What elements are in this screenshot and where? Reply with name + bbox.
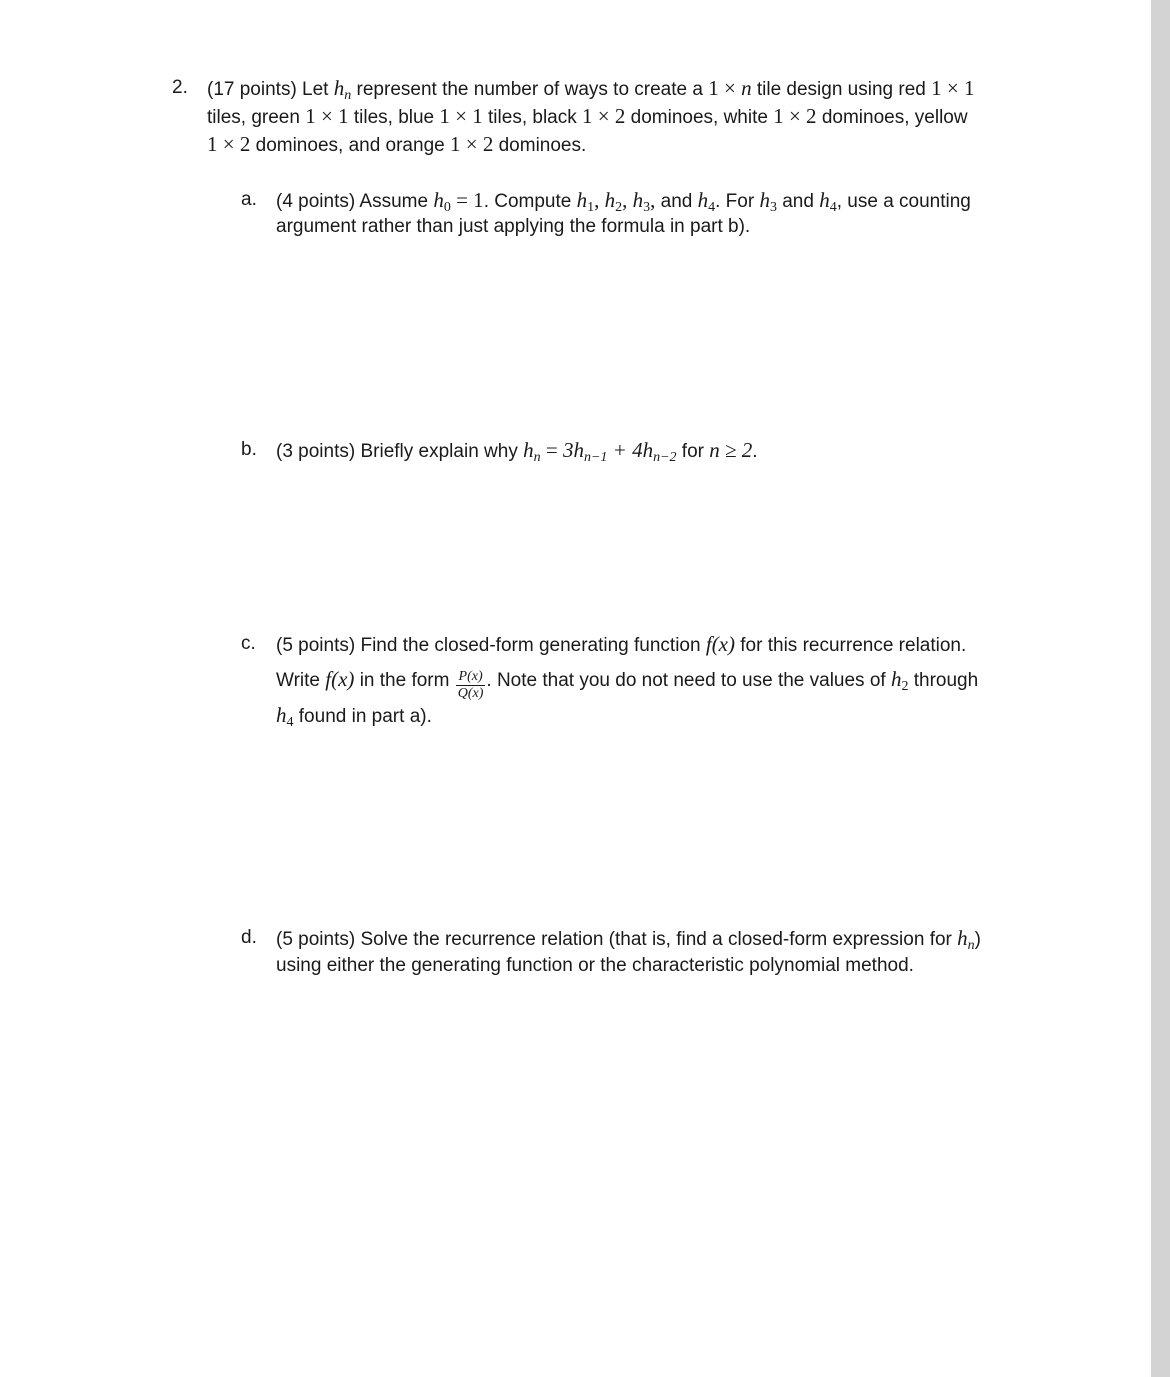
math-sub-n: n <box>533 450 541 465</box>
math-eq-1: = 1 <box>450 188 484 212</box>
text: and <box>660 191 698 212</box>
part-d-line-1 <box>276 924 981 954</box>
text: . For <box>715 191 760 212</box>
math-sub: 4 <box>708 200 716 215</box>
math-sub: 3 <box>643 200 651 215</box>
math-sub-n-1: n−1 <box>583 450 608 465</box>
part-c-line-2 <box>276 665 978 702</box>
text: dominoes, white <box>625 107 774 128</box>
text: and <box>776 191 820 212</box>
text: dominoes, and orange <box>250 135 450 156</box>
text: found in part a). <box>293 706 432 727</box>
text: (5 points) Solve the recurrence relation (that is, find a closed-form expression for <box>276 929 958 950</box>
math-h: h <box>957 926 968 950</box>
math-h: h <box>697 188 709 212</box>
math-1x1: 1 × 1 <box>439 104 483 128</box>
text: . Note that you do not need to use the values of <box>486 670 891 691</box>
math-f: f <box>325 667 332 691</box>
text: (3 points) Briefly explain why <box>276 441 524 462</box>
text: for this recurrence relation. <box>735 635 967 656</box>
part-a-line-1 <box>276 186 971 216</box>
math-comma: , <box>622 188 633 212</box>
text: . <box>752 441 758 462</box>
math-1x2: 1 × 2 <box>582 104 626 128</box>
math-1x2: 1 × 2 <box>449 132 494 156</box>
text: ) <box>974 929 981 950</box>
math-x-paren: (x) <box>711 632 735 656</box>
text: tile design using red <box>751 79 932 100</box>
math-plus-4h: + 4h <box>607 438 654 462</box>
text: (17 points) Let <box>207 79 334 100</box>
part-d-line-2: using either the generating function or the characteristic polynomial method. <box>276 955 914 976</box>
part-b-letter: b. <box>241 439 257 460</box>
math-sub-0: 0 <box>443 200 451 215</box>
math-sub: 4 <box>286 715 294 730</box>
math-sub: 3 <box>769 200 777 215</box>
text: in the form <box>354 670 455 691</box>
math-h: h <box>276 703 287 727</box>
text: tiles, blue <box>348 107 440 128</box>
math-h: h <box>333 76 345 100</box>
math-h: h <box>576 188 588 212</box>
intro-line-3 <box>207 130 586 160</box>
part-a-letter: a. <box>241 189 257 210</box>
text: (4 points) Assume <box>276 191 434 212</box>
text: dominoes, yellow <box>816 107 968 128</box>
part-a-line-2: argument rather than just applying the formula in part b). <box>276 216 751 237</box>
math-x-paren: (x) <box>331 667 355 691</box>
page-edge-shadow <box>1151 0 1170 1377</box>
text: Write <box>276 670 326 691</box>
text: tiles, green <box>207 107 306 128</box>
math-sub-n: n <box>967 938 975 953</box>
math-comma: , <box>650 188 661 212</box>
math-h: h <box>604 188 616 212</box>
part-c-line-3 <box>276 701 432 731</box>
math-1x: 1 × <box>708 76 742 100</box>
text: (5 points) Find the closed-form generating function <box>276 635 706 656</box>
fraction-numerator: P(x) <box>456 669 486 686</box>
text: through <box>908 670 979 691</box>
part-d-letter: d. <box>241 927 257 948</box>
math-sub: 2 <box>615 200 623 215</box>
text: for <box>676 441 710 462</box>
math-h: h <box>632 188 644 212</box>
math-sub-n-2: n−2 <box>653 450 677 465</box>
part-c-letter: c. <box>241 633 256 654</box>
intro-line-2 <box>207 102 968 132</box>
text: , use a counting <box>836 191 971 212</box>
fraction-p-over-q <box>456 669 486 702</box>
text: . Compute <box>483 191 577 212</box>
part-b-line-1 <box>276 436 758 466</box>
part-c-line-1 <box>276 630 966 660</box>
math-f: f <box>705 632 712 656</box>
fraction-denominator: Q(x) <box>457 686 484 701</box>
text: tiles, black <box>482 107 583 128</box>
math-n: n <box>741 76 752 100</box>
math-3h: 3h <box>562 438 584 462</box>
math-1x2: 1 × 2 <box>773 104 817 128</box>
intro-line-1 <box>207 74 974 104</box>
math-h: h <box>890 667 902 691</box>
text: represent the number of ways to create a <box>351 79 709 100</box>
math-sub: 2 <box>901 679 909 694</box>
math-n-geq-2: n ≥ 2 <box>709 438 753 462</box>
math-h: h <box>759 188 770 212</box>
problem-number: 2. <box>172 77 188 98</box>
math-h: h <box>523 438 534 462</box>
math-sub: 4 <box>829 200 837 215</box>
math-1x1: 1 × 1 <box>931 76 975 100</box>
math-1x2: 1 × 2 <box>207 132 251 156</box>
math-sub: 1 <box>587 200 595 215</box>
math-h: h <box>819 188 830 212</box>
math-1x1: 1 × 1 <box>305 104 349 128</box>
math-comma: , <box>594 188 605 212</box>
math-h: h <box>433 188 444 212</box>
text: dominoes. <box>493 135 587 156</box>
math-sub-n: n <box>344 88 352 103</box>
math-eq: = <box>540 438 563 462</box>
